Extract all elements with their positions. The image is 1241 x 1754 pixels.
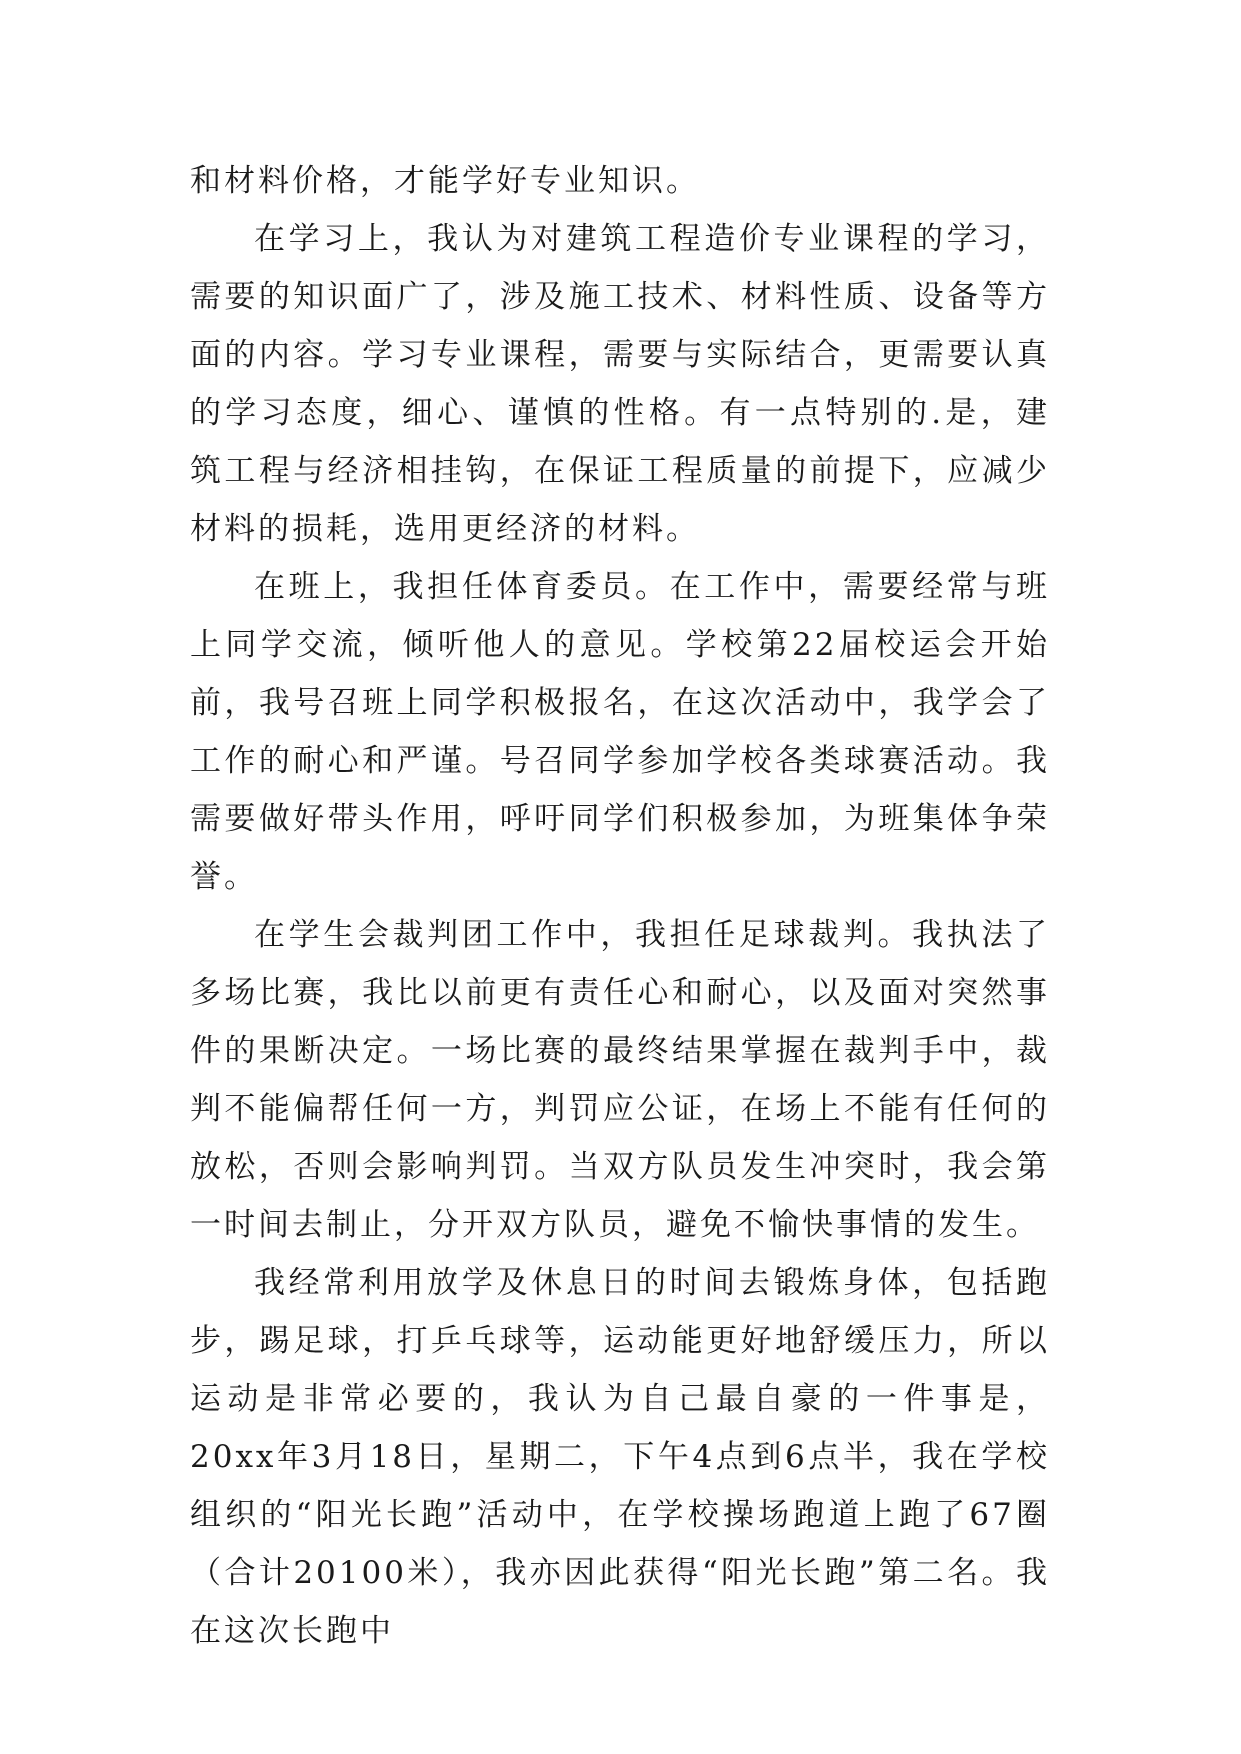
paragraph-continuation: 和材料价格，才能学好专业知识。 [190,163,700,199]
document-body [190,152,1050,1660]
paragraph-study: 在学习上，我认为对建筑工程造价专业课程的学习，需要的知识面广了，涉及施工技术、材料性质、设备等方面的内容。学习专业课程，需要与实际结合，更需要认真的学习态度，细心、谨慎的性格。有一点特别的.是，建筑工程与经济相挂钩，在保证工程质量的前提下，应减少材料的损耗，选用更经济的材料。 [190,221,1050,547]
paragraph-exercise: 我经常利用放学及休息日的时间去锻炼身体，包括跑步，踢足球，打乒乓球等，运动能更好地舒缓压力，所以运动是非常必要的，我认为自己最自豪的一件事是，20xx年3月18日，星期二，下午4点到6点半，我在学校组织的“阳光长跑”活动中，在学校操场跑道上跑了67圈（合计20100米），我亦因此获得“阳光长跑”第二名。我在这次长跑中 [190,1265,1050,1649]
paragraph-referee: 在学生会裁判团工作中，我担任足球裁判。我执法了多场比赛，我比以前更有责任心和耐心，以及面对突然事件的果断决定。一场比赛的最终结果掌握在裁判手中，裁判不能偏帮任何一方，判罚应公证，在场上不能有任何的放松，否则会影响判罚。当双方队员发生冲突时，我会第一时间去制止，分开双方队员，避免不愉快事情的发生。 [190,917,1050,1243]
paragraph-class-duty: 在班上，我担任体育委员。在工作中，需要经常与班上同学交流，倾听他人的意见。学校第22届校运会开始前，我号召班上同学积极报名，在这次活动中，我学会了工作的耐心和严谨。号召同学参加学校各类球赛活动。我需要做好带头作用，呼吁同学们积极参加，为班集体争荣誉。 [190,569,1050,895]
